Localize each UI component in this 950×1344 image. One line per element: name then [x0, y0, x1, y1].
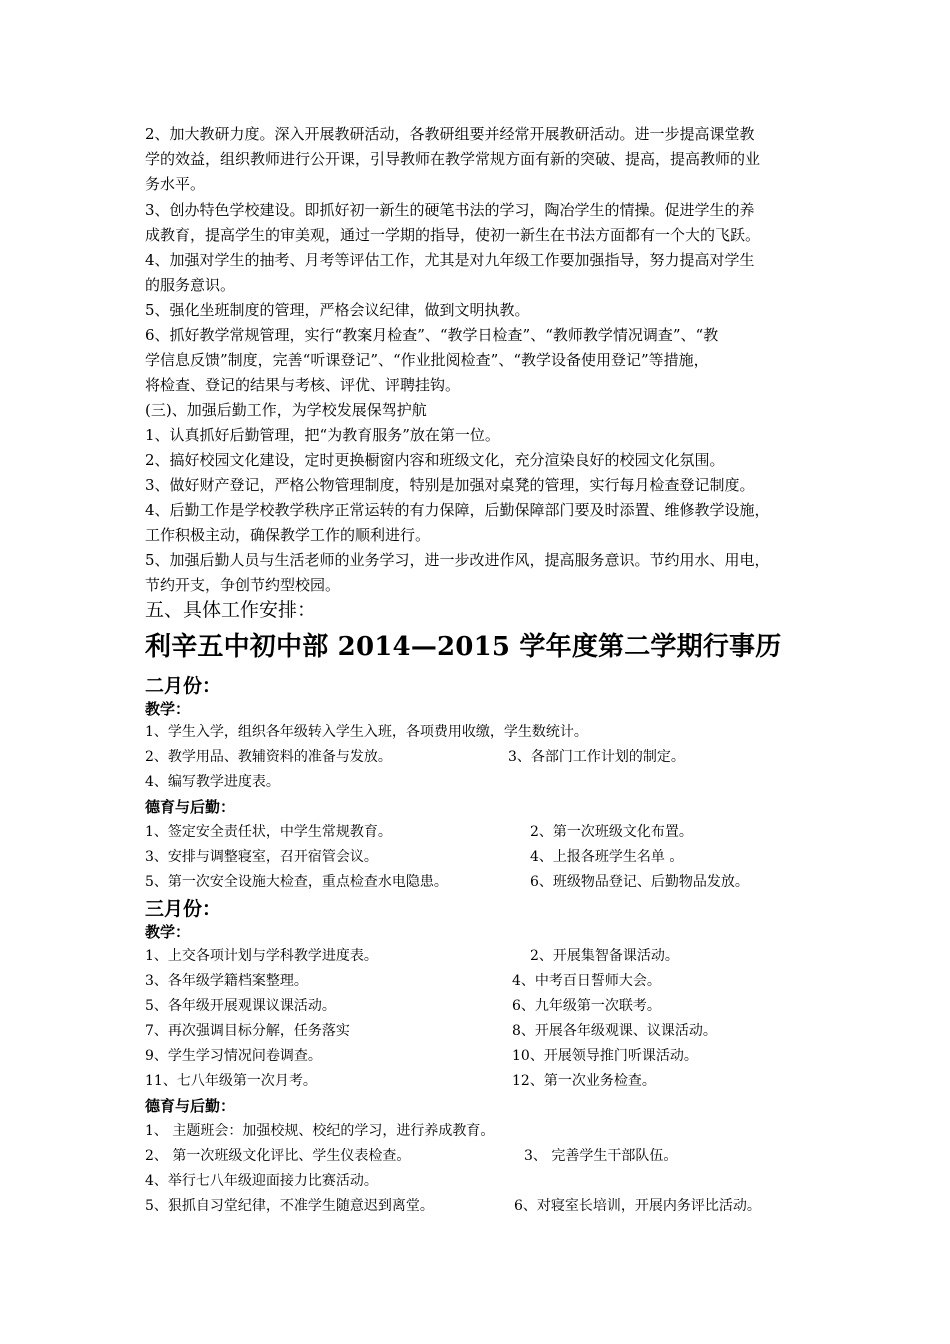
list-item: 5、狠抓自习堂纪律，不准学生随意迟到离堂。 [145, 1198, 434, 1214]
list-item: 7、再次强调目标分解，任务落实 [145, 1023, 350, 1039]
paragraph-line: 2、搞好校园文化建设，定时更换橱窗内容和班级文化，充分渲染良好的校园文化氛围。 [145, 451, 725, 469]
list-item: 8、开展各年级观课、议课活动。 [512, 1023, 717, 1039]
paragraph-line: 3、创办特色学校建设。即抓好初一新生的硬笔书法的学习，陶冶学生的情操。促进学生的养 [145, 201, 755, 219]
list-item: 2、教学用品、教辅资料的准备与发放。 [145, 749, 392, 765]
list-item: 5、第一次安全设施大检查，重点检查水电隐患。 [145, 874, 448, 890]
paragraph-line: 将检查、登记的结果与考核、评优、评聘挂钩。 [145, 376, 461, 394]
paragraph-line: 节约开支，争创节约型校园。 [145, 576, 341, 594]
list-item: 6、对寝室长培训，开展内务评比活动。 [514, 1198, 761, 1214]
paragraph-line: 5、加强后勤人员与生活老师的业务学习，进一步改进作风，提高服务意识。节约用水、用电， [145, 551, 770, 569]
list-item: 5、各年级开展观课议课活动。 [145, 998, 336, 1014]
month-heading: 三月份： [145, 898, 222, 920]
list-item: 3、 完善学生干部队伍。 [524, 1148, 678, 1164]
paragraph-line: 4、加强对学生的抽考、月考等评估工作，尤其是对九年级工作要加强指导，努力提高对学生 [145, 251, 755, 269]
section-heading: 五、具体工作安排： [145, 599, 317, 621]
paragraph-line: 3、做好财产登记，严格公物管理制度，特别是加强对桌凳的管理，实行每月检查登记制度。 [145, 476, 755, 494]
list-item: 4、举行七八年级迎面接力比赛活动。 [145, 1173, 378, 1189]
list-item: 2、开展集智备课活动。 [530, 948, 679, 964]
list-item: 12、第一次业务检查。 [512, 1073, 656, 1089]
list-item: 4、编写教学进度表。 [145, 774, 280, 790]
paragraph-line: 学信息反馈”制度，完善“听课登记”、“作业批阅检查”、“教学设备使用登记”等措施， [145, 351, 709, 369]
list-item: 11、七八年级第一次月考。 [145, 1073, 317, 1089]
paragraph-line: 5、强化坐班制度的管理，严格会议纪律，做到文明执教。 [145, 301, 530, 319]
paragraph-line: 4、后勤工作是学校教学秩序正常运转的有力保障，后勤保障部门要及时添置、维修教学设施， [145, 501, 770, 519]
list-item: 4、上报各班学生名单 。 [530, 849, 684, 865]
list-item: 1、学生入学，组织各年级转入学生入班，各项费用收缴，学生数统计。 [145, 724, 588, 740]
subheading-teaching: 教学： [145, 923, 191, 941]
paragraph-line: 的服务意识。 [145, 276, 236, 294]
list-item: 1、上交各项计划与学科教学进度表。 [145, 948, 378, 964]
list-item: 6、班级物品登记、后勤物品发放。 [530, 874, 749, 890]
list-item: 2、第一次班级文化布置。 [530, 824, 693, 840]
paragraph-line: 6、抓好教学常规管理，实行“教案月检查”、“教学日检查”、“教师教学情况调查”、“教 [145, 326, 719, 344]
paragraph-line: 工作积极主动，确保教学工作的顺利进行。 [145, 526, 431, 544]
list-item: 3、各部门工作计划的制定。 [508, 749, 685, 765]
subheading-moral: 德育与后勤： [145, 798, 236, 816]
list-item: 6、九年级第一次联考。 [512, 998, 661, 1014]
subheading-moral: 德育与后勤： [145, 1097, 236, 1115]
paragraph-line: 1、认真抓好后勤管理，把“为教育服务”放在第一位。 [145, 426, 500, 444]
list-item: 3、各年级学籍档案整理。 [145, 973, 308, 989]
calendar-title: 利辛五中初中部 2014—2015 学年度第二学期行事历 [145, 632, 782, 662]
paragraph-line: 成教育，提高学生的审美观，通过一学期的指导，使初一新生在书法方面都有一个大的飞跃。 [145, 226, 761, 244]
subheading-teaching: 教学： [145, 700, 191, 718]
list-item: 2、 第一次班级文化评比、学生仪表检查。 [145, 1148, 411, 1164]
list-item: 10、开展领导推门听课活动。 [512, 1048, 698, 1064]
section-heading: (三)、加强后勤工作，为学校发展保驾护航 [145, 401, 427, 419]
list-item: 4、中考百日誓师大会。 [512, 973, 661, 989]
paragraph-line: 学的效益，组织教师进行公开课，引导教师在教学常规方面有新的突破、提高，提高教师的业 [145, 150, 761, 168]
list-item: 9、学生学习情况问卷调查。 [145, 1048, 322, 1064]
list-item: 1、签定安全责任状，中学生常规教育。 [145, 824, 392, 840]
list-item: 3、安排与调整寝室，召开宿管会议。 [145, 849, 378, 865]
month-heading: 二月份： [145, 675, 222, 697]
paragraph-line: 务水平。 [145, 175, 206, 193]
paragraph-line: 2、加大教研力度。深入开展教研活动，各教研组要并经常开展教研活动。进一步提高课堂教 [145, 125, 755, 143]
list-item: 1、 主题班会：加强校规、校纪的学习，进行养成教育。 [145, 1123, 495, 1139]
